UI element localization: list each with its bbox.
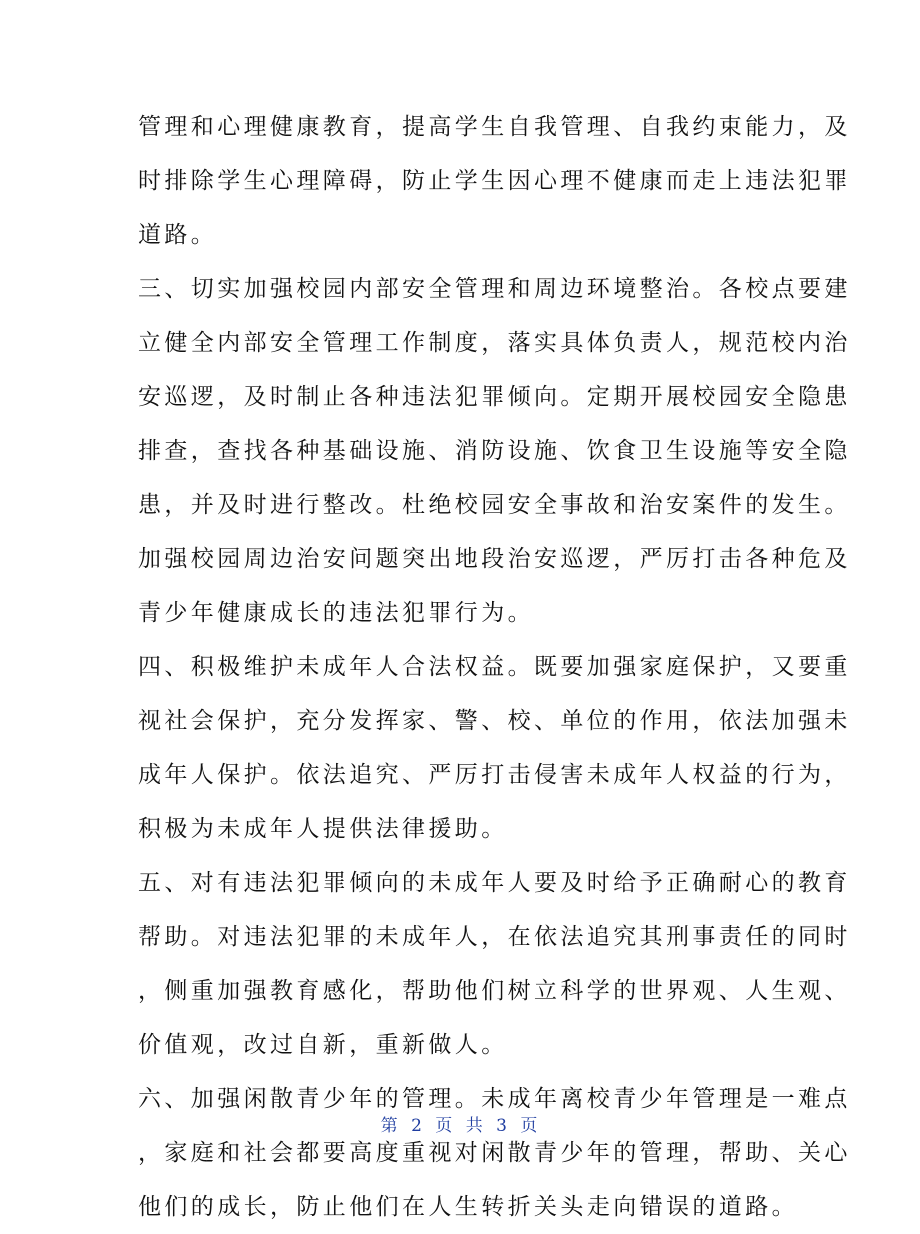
text-line: 排查，查找各种基础设施、消防设施、饮食卫生设施等安全隐: [138, 438, 851, 464]
text-line: 立健全内部安全管理工作制度，落实具体负责人，规范校内治: [138, 330, 851, 356]
document-body: [138, 100, 851, 1234]
text-line: 帮助。对违法犯罪的未成年人，在依法追究其刑事责任的同时: [138, 924, 851, 950]
footer-total-word: 共: [465, 1116, 485, 1136]
text-line: 管理和心理健康教育，提高学生自我管理、自我约束能力，及: [138, 114, 851, 140]
text-line: 患，并及时进行整改。杜绝校园安全事故和治安案件的发生。: [138, 492, 851, 518]
current-page-number: 2: [411, 1116, 424, 1136]
total-pages-number: 3: [496, 1116, 509, 1136]
text-line: 时排除学生心理障碍，防止学生因心理不健康而走上违法犯罪: [138, 168, 851, 194]
text-line: 青少年健康成长的违法犯罪行为。: [138, 600, 534, 626]
text-line: 加强校园周边治安问题突出地段治安巡逻，严厉打击各种危及: [138, 546, 851, 572]
text-line: 道路。: [138, 222, 218, 248]
text-line: 安巡逻，及时制止各种违法犯罪倾向。定期开展校园安全隐患: [138, 384, 851, 410]
text-line: ，侧重加强教育感化，帮助他们树立科学的世界观、人生观、: [138, 978, 851, 1004]
text-line: 价值观，改过自新，重新做人。: [138, 1032, 508, 1058]
text-line: 积极为未成年人提供法律援助。: [138, 816, 508, 842]
footer-prefix: 第: [380, 1116, 400, 1136]
text-line: 四、积极维护未成年人合法权益。既要加强家庭保护，又要重: [138, 654, 851, 680]
text-line: ，家庭和社会都要高度重视对闲散青少年的管理，帮助、关心: [138, 1140, 851, 1166]
text-line: 五、对有违法犯罪倾向的未成年人要及时给予正确耐心的教育: [138, 870, 851, 896]
footer-suffix: 页: [520, 1116, 540, 1136]
text-line: 成年人保护。依法追究、严厉打击侵害未成年人权益的行为，: [138, 762, 851, 788]
text-line: 六、加强闲散青少年的管理。未成年离校青少年管理是一难点: [138, 1086, 851, 1112]
text-line: 视社会保护，充分发挥家、警、校、单位的作用，依法加强未: [138, 708, 851, 734]
text-line: 三、切实加强校园内部安全管理和周边环境整治。各校点要建: [138, 276, 851, 302]
page-footer: [0, 1111, 920, 1136]
text-line: 他们的成长，防止他们在人生转折关头走向错误的道路。: [138, 1194, 798, 1220]
footer-page-word: 页: [435, 1116, 455, 1136]
